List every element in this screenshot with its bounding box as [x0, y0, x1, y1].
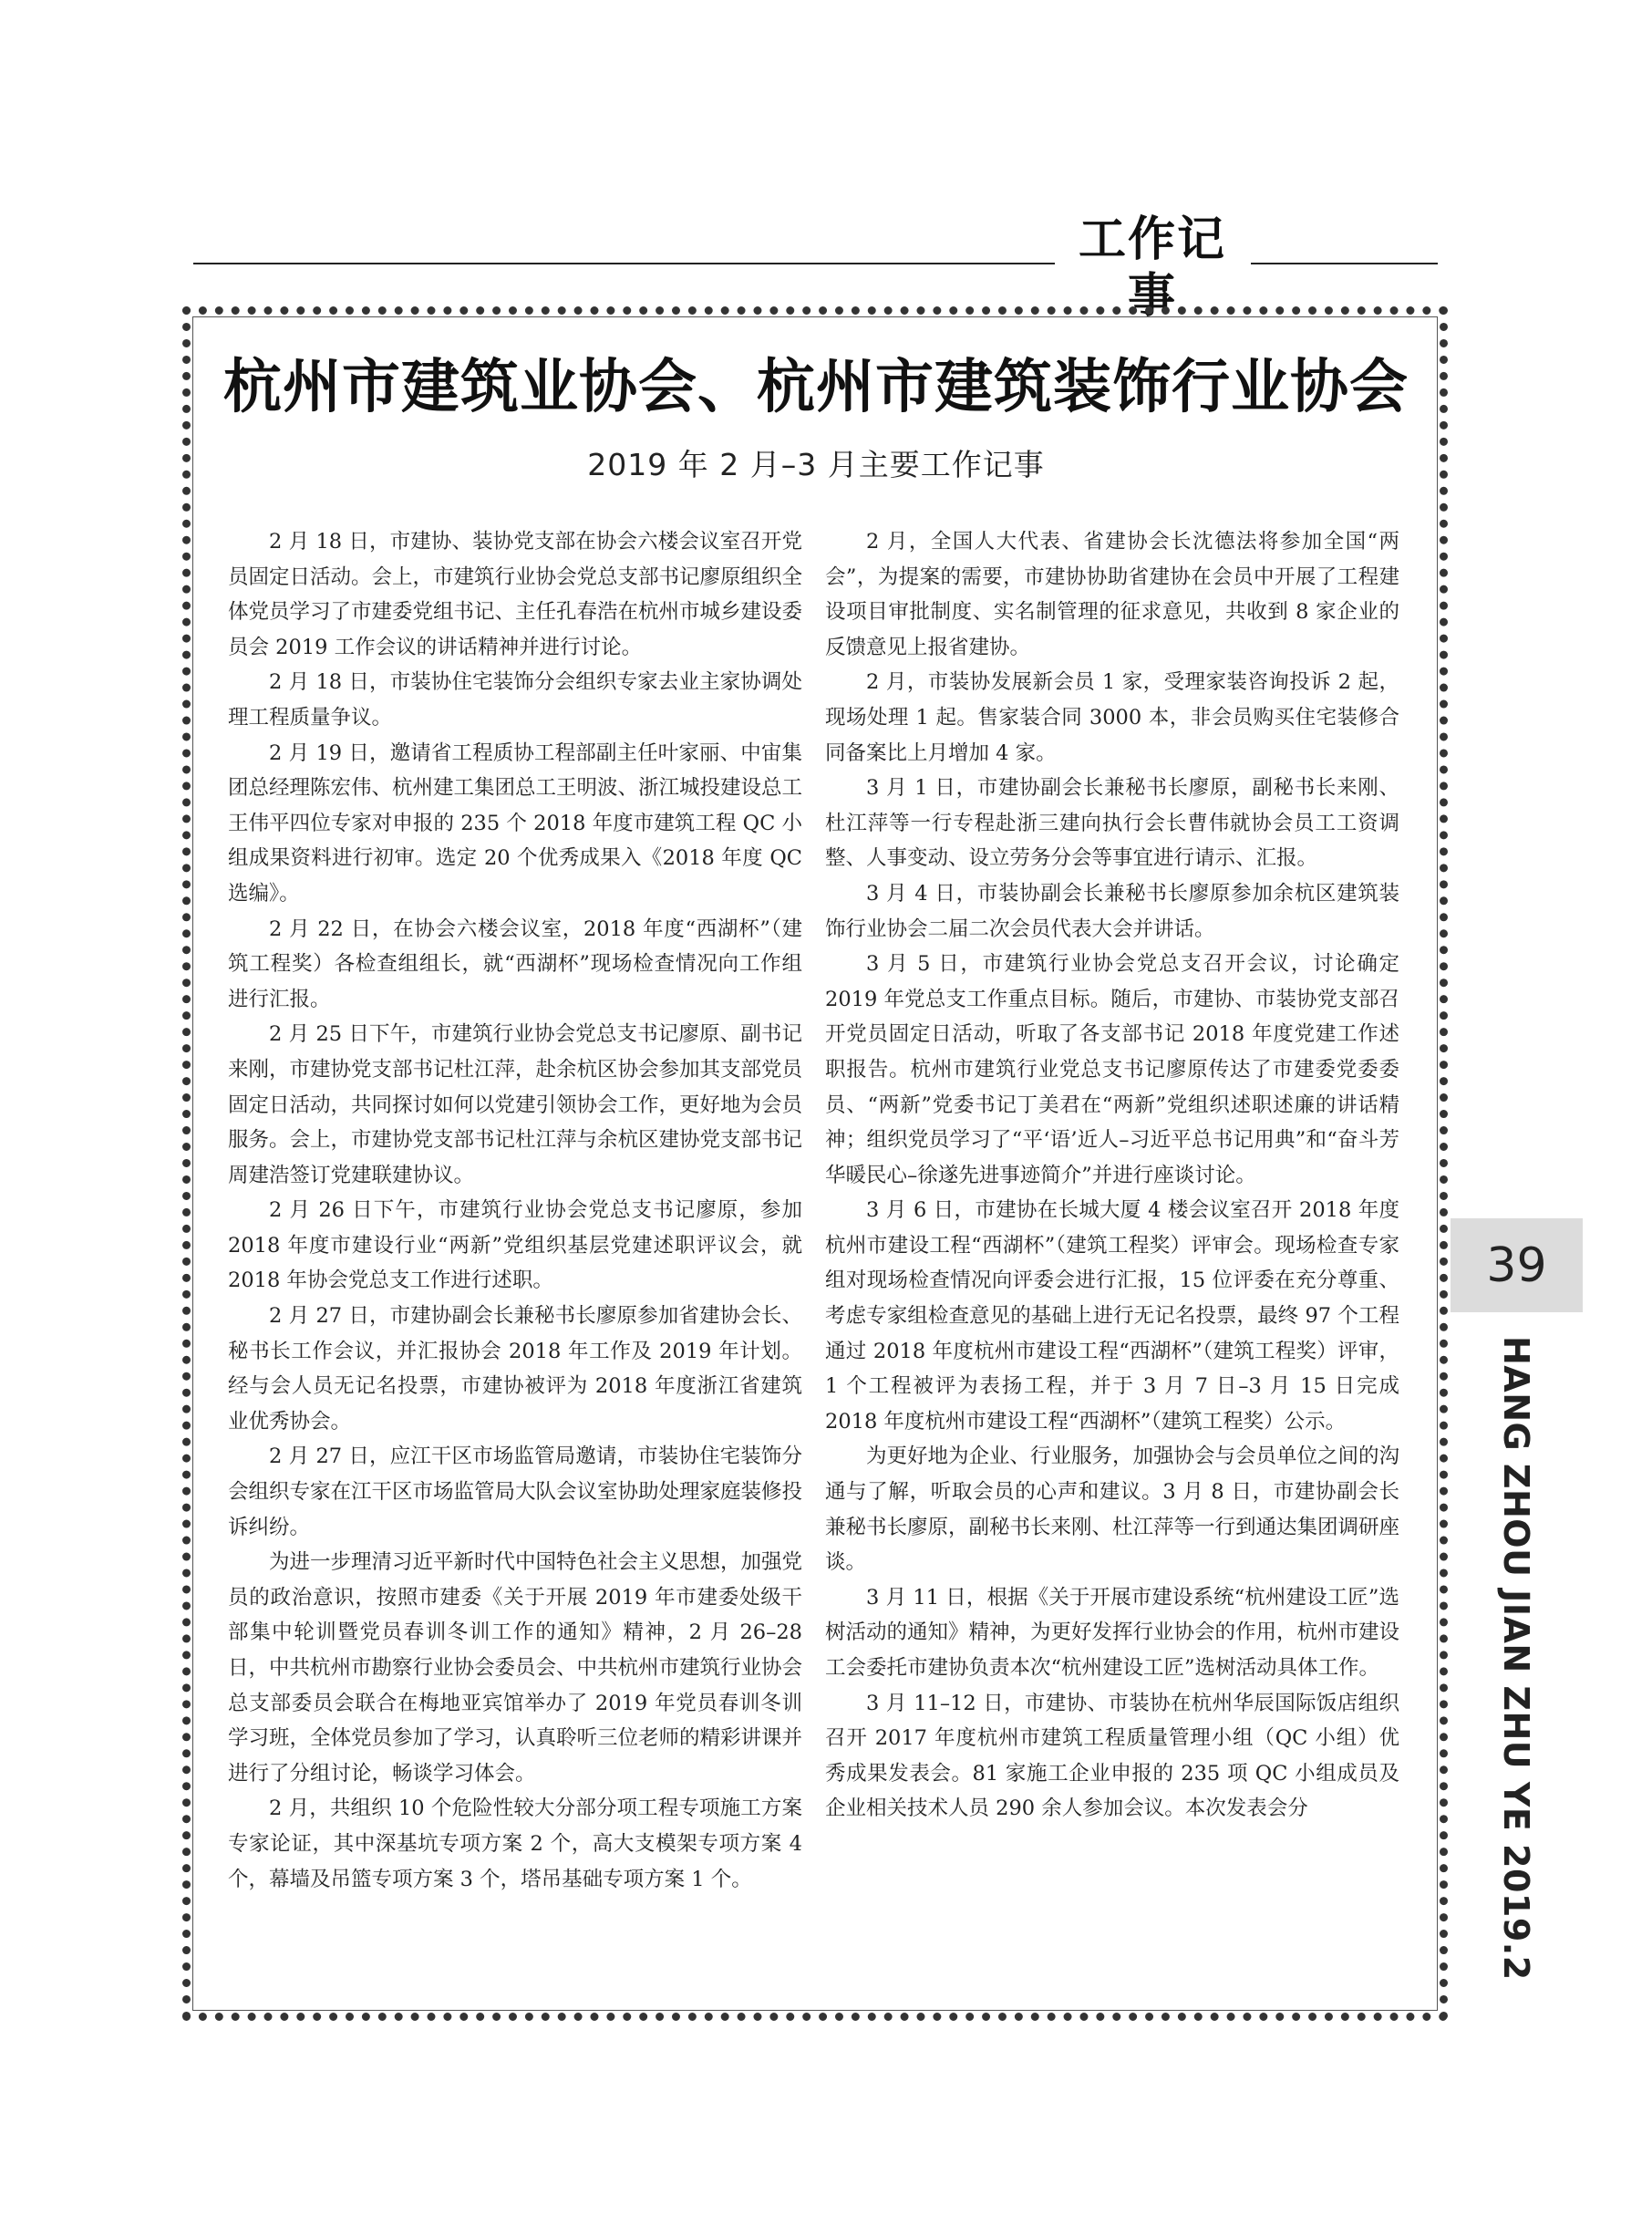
running-footer	[1484, 1336, 1548, 1981]
header-rule-left	[193, 263, 1055, 264]
paragraph: 2 月 27 日，市建协副会长兼秘书长廖原参加省建协会长、秘书长工作会议，并汇报协会 2018 年工作及 2019 年计划。经与会人员无记名投票，市建协被评为 2018 年度浙江省建筑业优秀协会。	[228, 1304, 802, 1434]
header-rule-right	[1251, 263, 1438, 264]
paragraph: 3 月 6 日，市建协在长城大厦 4 楼会议室召开 2018 年度杭州市建设工程“西湖杯”（建筑工程奖）评审会。现场检查专家组对现场检查情况向评委会进行汇报，15 位评委在充分尊重、考虑专家组检查意见的基础上进行无记名投票，最终 97 个工程通过 2018 年度杭州市建设工程“西湖杯”（建筑工程奖）评审，1 个工程被评为表扬工程，并于 3 月 7 日–3 月 15 日完成 2018 年度杭州市建设工程“西湖杯”（建筑工程奖）公示。	[825, 1198, 1399, 1434]
paragraph: 2 月 26 日下午，市建筑行业协会党总支书记廖原，参加 2018 年度市建设行业“两新”党组织基层党建述职评议会，就 2018 年协会党总支工作进行述职。	[228, 1198, 802, 1293]
running-footer-text: HANG ZHOU JIAN ZHU YE 2019.2	[1496, 1336, 1536, 1981]
paragraph: 2 月 18 日，市装协住宅装饰分会组织专家去业主家协调处理工程质量争议。	[228, 670, 802, 730]
paragraph: 2 月，全国人大代表、省建协会长沈德法将参加全国“两会”，为提案的需要，市建协协助省建协在会员中开展了工程建设项目审批制度、实名制管理的征求意见，共收到 8 家企业的反馈意见上报省建协。	[825, 530, 1399, 659]
paragraph: 3 月 11 日，根据《关于开展市建设系统“杭州建设工匠”选树活动的通知》精神，为更好发挥行业协会的作用，杭州市建设工会委托市建协负责本次“杭州建设工匠”选树活动具体工作。	[825, 1585, 1400, 1680]
paragraph: 2 月，共组织 10 个危险性较大分部分项工程专项施工方案专家论证，其中深基坑专项方案 2 个，高大支模架专项方案 4 个，幕墙及吊篮专项方案 3 个，塔吊基础专项方案 1 个。	[228, 1796, 802, 1891]
article-subtitle: 2019 年 2 月–3 月主要工作记事	[587, 447, 1045, 482]
paragraph: 2 月 27 日，应江干区市场监管局邀请，市装协住宅装饰分会组织专家在江干区市场监管局大队会议室协助处理家庭装修投诉纠纷。	[228, 1444, 803, 1539]
left-column	[228, 524, 802, 1897]
right-column	[825, 524, 1399, 1827]
paragraph: 2 月 25 日下午，市建筑行业协会党总支书记廖原、副书记来刚，市建协党支部书记杜江萍，赴余杭区协会参加其支部党员固定日活动，共同探讨如何以党建引领协会工作，更好地为会员服务。会上，市建协党支部书记杜江萍与余杭区建协党支部书记周建浩签订党建联建协议。	[228, 1022, 803, 1187]
section-tag: 工作记事	[1078, 212, 1226, 324]
paragraph: 2 月 18 日，市建协、装协党支部在协会六楼会议室召开党员固定日活动。会上，市建筑行业协会党总支部书记廖原组织全体党员学习了市建委党组书记、主任孔春浩在杭州市城乡建设委员会 2019 工作会议的讲话精神并进行讨论。	[228, 530, 803, 659]
page-number: 39	[1486, 1237, 1547, 1293]
paragraph: 2 月 22 日，在协会六楼会议室，2018 年度“西湖杯”（建筑工程奖）各检查组组长，就“西湖杯”现场检查情况向工作组进行汇报。	[228, 916, 802, 1011]
paragraph: 3 月 5 日，市建筑行业协会党总支召开会议，讨论确定 2019 年党总支工作重点目标。随后，市建协、市装协党支部召开党员固定日活动，听取了各支部书记 2018 年度党建工作述职报告。杭州市建筑行业党总支书记廖原传达了市建委党委委员、“两新”党委书记丁美君在“两新”党组织述职述廉的讲话精神；组织党员学习了“平‘语’近人–习近平总书记用典”和“奋斗芳华暖民心–徐遂先进事迹简介”并进行座谈讨论。	[825, 952, 1399, 1187]
article-title: 杭州市建筑业协会、杭州市建筑装饰行业协会	[223, 353, 1409, 421]
paragraph: 3 月 1 日，市建协副会长兼秘书长廖原，副秘书长来刚、杜江萍等一行专程赴浙三建向执行会长曹伟就协会员工工资调整、人事变动、设立劳务分会等事宜进行请示、汇报。	[825, 776, 1399, 871]
paragraph: 为进一步理清习近平新时代中国特色社会主义思想，加强党员的政治意识，按照市建委《关于开展 2019 年市建委处级干部集中轮训暨党员春训冬训工作的通知》精神，2 月 26–28 日，中共杭州市勘察行业协会委员会、中共杭州市建筑行业协会总支部委员会联合在梅地亚宾馆举办了 2019 年党员春训冬训学习班，全体党员参加了学习，认真聆听三位老师的精彩讲课并进行了分组讨论，畅谈学习体会。	[228, 1550, 803, 1786]
paragraph: 2 月，市装协发展新会员 1 家，受理家装咨询投诉 2 起，现场处理 1 起。售家装合同 3000 本，非会员购买住宅装修合同备案比上月增加 4 家。	[825, 670, 1399, 765]
page-number-tab	[1451, 1218, 1583, 1312]
paragraph: 2 月 19 日，邀请省工程质协工程部副主任叶家丽、中宙集团总经理陈宏伟、杭州建工集团总工王明波、浙江城投建设总工王伟平四位专家对申报的 235 个 2018 年度市建筑工程 QC 小组成果资料进行初审。选定 20 个优秀成果入《2018 年度 QC 选编》。	[228, 740, 803, 906]
paragraph: 为更好地为企业、行业服务，加强协会与会员单位之间的沟通与了解，听取会员的心声和建议。3 月 8 日，市建协副会长兼秘书长廖原，副秘书长来刚、杜江萍等一行到通达集团调研座谈。	[825, 1444, 1400, 1575]
paragraph: 3 月 11–12 日，市建协、市装协在杭州华辰国际饭店组织召开 2017 年度杭州市建筑工程质量管理小组（QC 小组）优秀成果发表会。81 家施工企业申报的 235 项 QC 小组成员及企业相关技术人员 290 余人参加会议。本次发表会分	[825, 1691, 1399, 1821]
paragraph: 3 月 4 日，市装协副会长兼秘书长廖原参加余杭区建筑装饰行业协会二届二次会员代表大会并讲话。	[825, 881, 1399, 941]
